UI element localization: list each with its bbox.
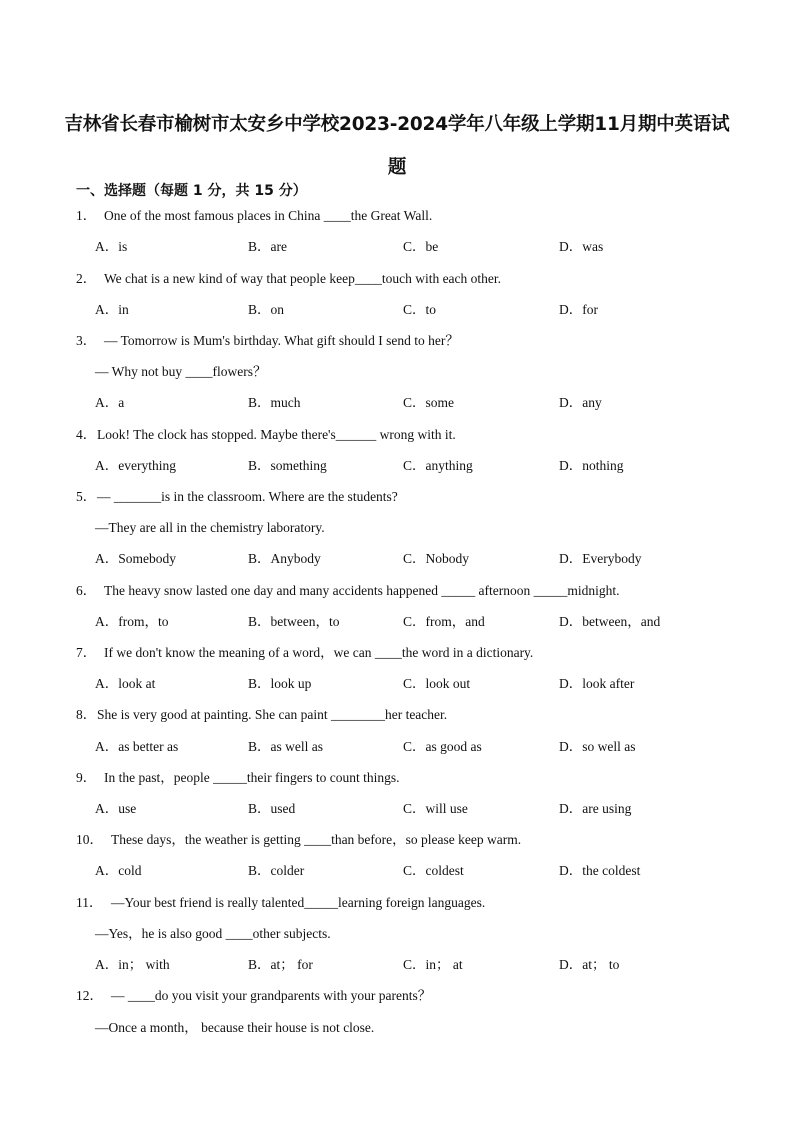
option-d[interactable]: D．for xyxy=(559,302,598,317)
question-number: 1． xyxy=(76,208,97,223)
option-a[interactable]: A．in； with xyxy=(95,957,170,972)
question-stem: — ____do you visit your grandparents with your parents？ xyxy=(111,988,432,1003)
option-c[interactable]: C．in； at xyxy=(403,957,463,972)
question-number: 6． xyxy=(76,583,97,598)
option-d[interactable]: D．at； to xyxy=(559,957,620,972)
option-c[interactable]: C．anything xyxy=(403,458,473,473)
question-number: 8． xyxy=(76,707,97,722)
option-c[interactable]: C．be xyxy=(403,239,439,254)
option-c[interactable]: C．coldest xyxy=(403,863,464,878)
question-11 xyxy=(76,894,485,912)
option-d[interactable]: D．any xyxy=(559,395,602,410)
question-stem: If we don't know the meaning of a word，we can ____the word in a dictionary. xyxy=(104,645,534,660)
question-1 xyxy=(76,207,432,225)
question-number: 10． xyxy=(76,832,103,847)
option-d[interactable]: D．so well as xyxy=(559,739,636,754)
question-5 xyxy=(76,488,398,506)
question-stem: These days，the weather is getting ____than before，so please keep warm. xyxy=(111,832,522,847)
question-reply: —Yes，he is also good ____other subjects. xyxy=(95,926,331,941)
option-b[interactable]: B．as well as xyxy=(248,739,323,754)
question-number: 5． xyxy=(76,489,97,504)
option-d[interactable]: D．the coldest xyxy=(559,863,641,878)
question-stem: One of the most famous places in China ____the Great Wall. xyxy=(104,208,433,223)
option-d[interactable]: D．look after xyxy=(559,676,635,691)
page-title: 吉林省长春市榆树市太安乡中学校2023-2024学年八年级上学期11月期中英语试题 xyxy=(64,114,730,178)
option-d[interactable]: D．was xyxy=(559,239,604,254)
option-c[interactable]: C．some xyxy=(403,395,455,410)
question-10 xyxy=(76,831,521,849)
question-stem: Look! The clock has stopped. Maybe there's______ wrong with it. xyxy=(97,427,456,442)
question-12 xyxy=(76,987,431,1005)
option-d[interactable]: D．are using xyxy=(559,801,632,816)
question-6 xyxy=(76,582,620,600)
option-c[interactable]: C．to xyxy=(403,302,437,317)
section-heading: 一、选择题（每题 1 分，共 15 分） xyxy=(76,183,307,199)
question-stem: — _______is in the classroom. Where are the students? xyxy=(97,489,398,504)
question-number: 4． xyxy=(76,427,97,442)
question-number: 3． xyxy=(76,333,97,348)
option-b[interactable]: B．are xyxy=(248,239,287,254)
option-c[interactable]: C．Nobody xyxy=(403,551,470,566)
option-a[interactable]: A．use xyxy=(95,801,137,816)
option-b[interactable]: B．something xyxy=(248,458,327,473)
question-number: 7． xyxy=(76,645,97,660)
option-a[interactable]: A．cold xyxy=(95,863,142,878)
question-reply: —Once a month， because their house is not close. xyxy=(95,1020,375,1035)
question-stem: In the past，people _____their fingers to count things. xyxy=(104,770,400,785)
question-number: 2． xyxy=(76,271,97,286)
question-reply: —They are all in the chemistry laboratory. xyxy=(95,520,325,535)
option-c[interactable]: C．as good as xyxy=(403,739,482,754)
question-number: 9． xyxy=(76,770,97,785)
option-a[interactable]: A．look at xyxy=(95,676,156,691)
option-b[interactable]: B．on xyxy=(248,302,285,317)
option-c[interactable]: C．will use xyxy=(403,801,468,816)
question-7 xyxy=(76,644,533,662)
question-stem: — Tomorrow is Mum's birthday. What gift should I send to her？ xyxy=(104,333,459,348)
question-4 xyxy=(76,426,456,444)
option-d[interactable]: D．between，and xyxy=(559,614,661,629)
option-a[interactable]: A．in xyxy=(95,302,129,317)
option-c[interactable]: C．from，and xyxy=(403,614,485,629)
question-stem: —Your best friend is really talented_____learning foreign languages. xyxy=(111,895,486,910)
question-stem: We chat is a new kind of way that people keep____touch with each other. xyxy=(104,271,502,286)
question-number: 11． xyxy=(76,895,103,910)
question-reply: — Why not buy ____flowers？ xyxy=(95,364,267,379)
question-stem: She is very good at painting. She can paint ________her teacher. xyxy=(97,707,448,722)
option-a[interactable]: A．a xyxy=(95,395,125,410)
option-d[interactable]: D．Everybody xyxy=(559,551,642,566)
option-a[interactable]: A．Somebody xyxy=(95,551,176,566)
option-a[interactable]: A．everything xyxy=(95,458,176,473)
option-b[interactable]: B．at； for xyxy=(248,957,313,972)
option-a[interactable]: A．as better as xyxy=(95,739,179,754)
option-b[interactable]: B．used xyxy=(248,801,296,816)
option-a[interactable]: A．from，to xyxy=(95,614,169,629)
question-stem: The heavy snow lasted one day and many accidents happened _____ afternoon _____midnight. xyxy=(104,583,620,598)
option-b[interactable]: B．between，to xyxy=(248,614,340,629)
question-2 xyxy=(76,270,501,288)
question-8 xyxy=(76,706,447,724)
option-b[interactable]: B．Anybody xyxy=(248,551,321,566)
option-b[interactable]: B．much xyxy=(248,395,301,410)
option-c[interactable]: C．look out xyxy=(403,676,471,691)
question-9 xyxy=(76,769,399,787)
question-number: 12． xyxy=(76,988,103,1003)
option-b[interactable]: B．colder xyxy=(248,863,305,878)
option-d[interactable]: D．nothing xyxy=(559,458,624,473)
option-b[interactable]: B．look up xyxy=(248,676,312,691)
question-3 xyxy=(76,332,459,350)
option-a[interactable]: A．is xyxy=(95,239,128,254)
